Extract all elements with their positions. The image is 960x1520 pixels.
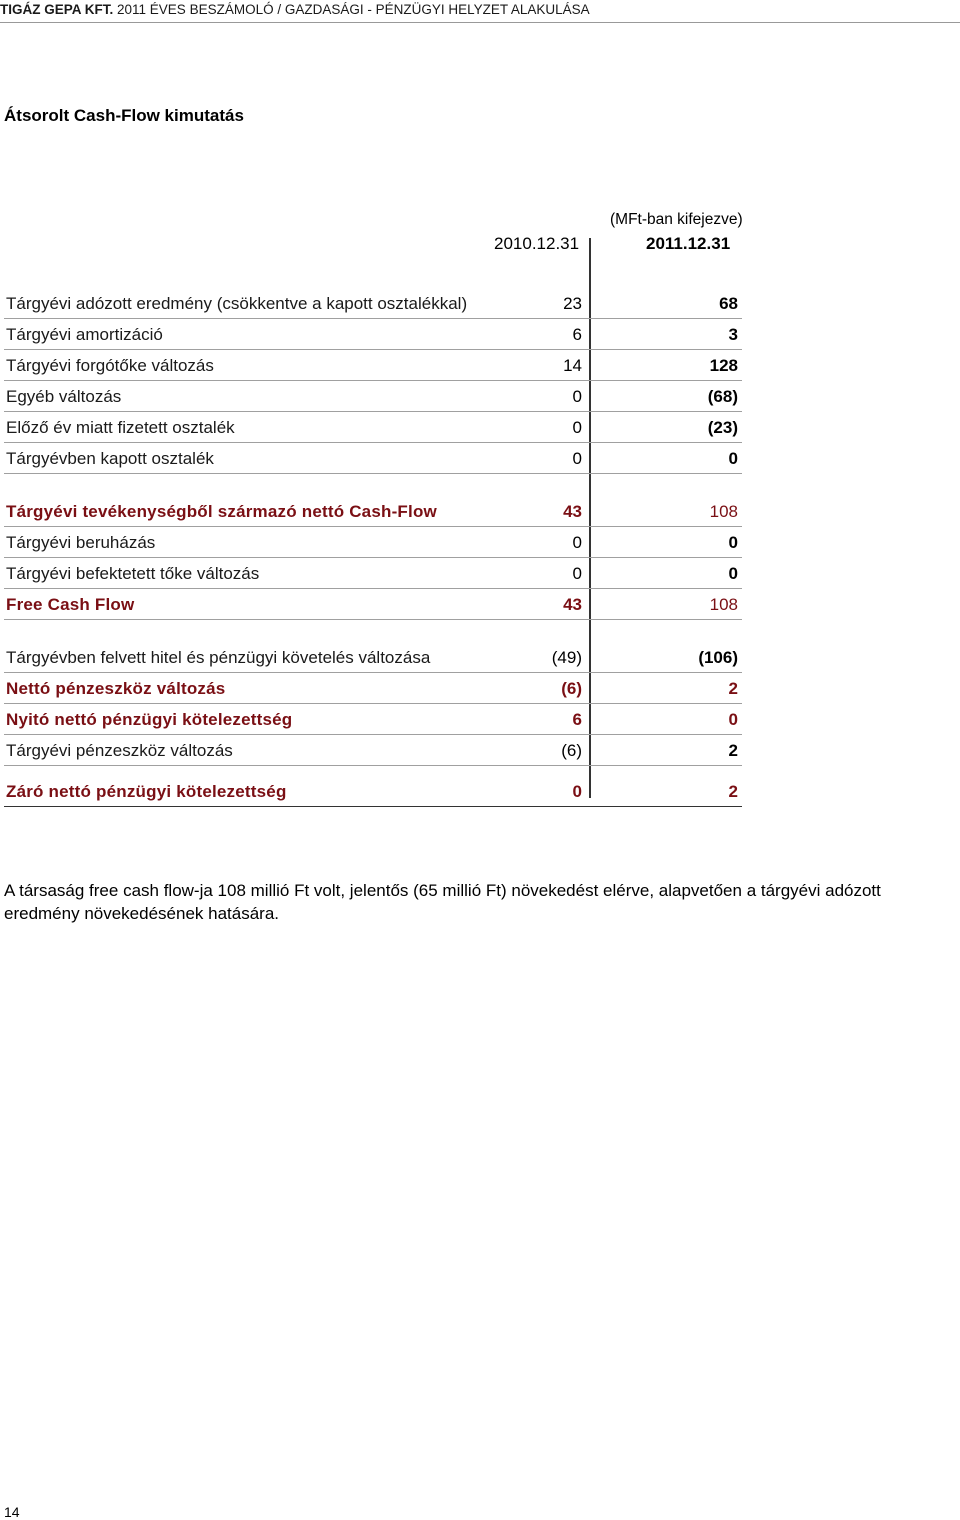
summary-paragraph: A társaság free cash flow-ja 108 millió Ft volt, jelentős (65 millió Ft) növekedést elérve, alapvetően a tárgyévi adózott eredmény növekedésének hatására. <box>4 881 881 923</box>
table-row <box>4 443 742 474</box>
table-row <box>4 735 742 766</box>
value-2010: 0 <box>476 766 588 807</box>
value-2011: 2 <box>588 735 742 766</box>
table-row-subtotal <box>4 474 742 527</box>
row-label: Nyitó nettó pénzügyi kötelezettség <box>4 704 476 735</box>
row-label: Előző év miatt fizetett osztalék <box>4 412 476 443</box>
value-2011: 0 <box>588 443 742 474</box>
value-2011: 128 <box>588 350 742 381</box>
value-2011: (68) <box>588 381 742 412</box>
table-row <box>4 381 742 412</box>
value-2010: 14 <box>476 350 588 381</box>
table-row <box>4 412 742 443</box>
value-2011: 0 <box>588 527 742 558</box>
row-label: Tárgyévi beruházás <box>4 527 476 558</box>
unit-note: (MFt-ban kifejezve) <box>610 211 743 228</box>
value-2010: 43 <box>476 474 588 527</box>
company-name: TIGÁZ GEPA KFT. <box>0 2 114 17</box>
value-2011: 68 <box>588 266 742 319</box>
row-label: Tárgyévi befektetett tőke változás <box>4 558 476 589</box>
row-label: Tárgyévi pénzeszköz változás <box>4 735 476 766</box>
value-2010: (6) <box>476 673 588 704</box>
column-header-2010: 2010.12.31 <box>494 234 580 253</box>
value-2010: 23 <box>476 266 588 319</box>
value-2010: (6) <box>476 735 588 766</box>
table-row-total <box>4 766 742 807</box>
cash-flow-table <box>4 266 742 807</box>
table-row-subtotal <box>4 704 742 735</box>
table-row <box>4 319 742 350</box>
section-title: Átsorolt Cash-Flow kimutatás <box>4 106 244 125</box>
value-2010: 0 <box>476 558 588 589</box>
value-2010: (49) <box>476 620 588 673</box>
row-label: Tárgyévben felvett hitel és pénzügyi követelés változása <box>4 620 476 673</box>
value-2010: 0 <box>476 412 588 443</box>
value-2010: 0 <box>476 381 588 412</box>
value-2011: 3 <box>588 319 742 350</box>
value-2011: 108 <box>588 589 742 620</box>
table-row-subtotal <box>4 589 742 620</box>
value-2011: 108 <box>588 474 742 527</box>
row-label: Tárgyévi amortizáció <box>4 319 476 350</box>
page-header <box>0 0 960 23</box>
column-header-2011: 2011.12.31 <box>646 234 731 253</box>
row-label: Nettó pénzeszköz változás <box>4 673 476 704</box>
value-2011: (23) <box>588 412 742 443</box>
value-2010: 0 <box>476 527 588 558</box>
page-number: 14 <box>4 1504 20 1520</box>
row-label: Tárgyévi forgótőke változás <box>4 350 476 381</box>
row-label: Záró nettó pénzügyi kötelezettség <box>4 766 476 807</box>
value-2010: 6 <box>476 704 588 735</box>
table-row <box>4 350 742 381</box>
value-2010: 0 <box>476 443 588 474</box>
header-divider <box>0 22 960 23</box>
table-row <box>4 558 742 589</box>
value-2010: 6 <box>476 319 588 350</box>
value-2011: (106) <box>588 620 742 673</box>
table-row <box>4 620 742 673</box>
value-2011: 2 <box>588 766 742 807</box>
row-label: Tárgyévi adózott eredmény (csökkentve a kapott osztalékkal) <box>4 266 476 319</box>
value-2011: 0 <box>588 558 742 589</box>
value-2010: 43 <box>476 589 588 620</box>
table-row <box>4 527 742 558</box>
row-label: Egyéb változás <box>4 381 476 412</box>
value-2011: 2 <box>588 673 742 704</box>
row-label: Tárgyévi tevékenységből származó nettó Cash-Flow <box>4 474 476 527</box>
row-label: Tárgyévben kapott osztalék <box>4 443 476 474</box>
table-row-subtotal <box>4 673 742 704</box>
row-label: Free Cash Flow <box>4 589 476 620</box>
report-subtitle: 2011 ÉVES BESZÁMOLÓ / GAZDASÁGI - PÉNZÜGYI HELYZET ALAKULÁSA <box>117 2 590 17</box>
value-2011: 0 <box>588 704 742 735</box>
table-row <box>4 266 742 319</box>
